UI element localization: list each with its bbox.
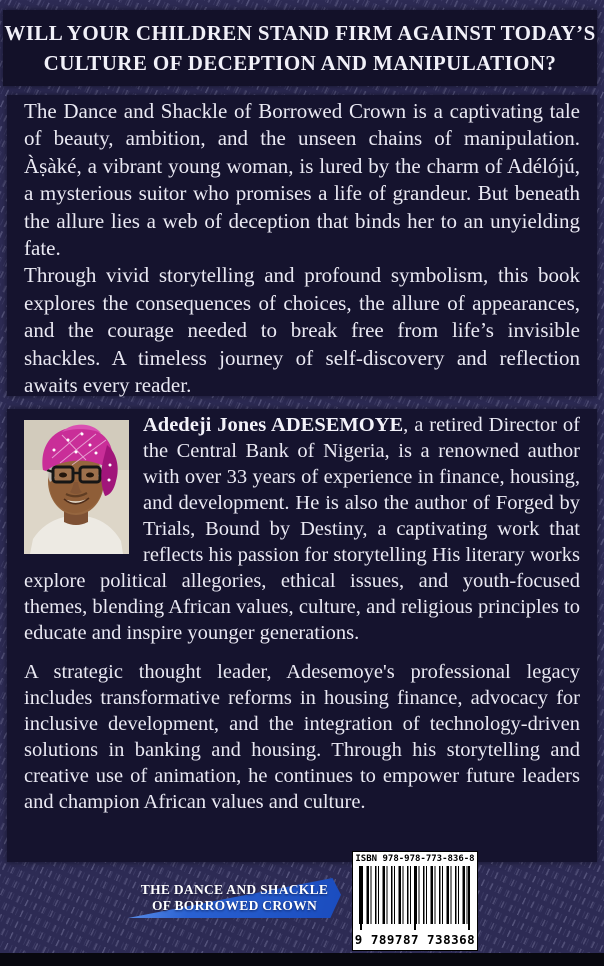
headline-line-1: WILL YOUR CHILDREN STAND FIRM AGAINST TODAY’S (4, 21, 596, 45)
banner-title-line-2: OF BORROWED CROWN (151, 898, 318, 913)
barcode-guard-left (360, 866, 362, 930)
synopsis-paragraph-2: Through vivid storytelling and profound symbolism, this book explores the consequences of choices, the allure of appearances, and the courage needed to break free from life’s invisible shackles. A timeless journey of self-discovery and reflection awaits every reader. (24, 263, 580, 398)
title-banner (128, 878, 341, 918)
author-portrait-illustration (24, 420, 129, 554)
author-bio-text: , a retired Director of the Central Bank of Nigeria, is a renowned author with over 33 years of experience in finance, housing, and development. He is also the author of Forged by Trials, Bound by Destiny, a captivating work that reflects his passion for storytelling His literary works explore political allegories, ethical issues, and youth-focused themes, blending African values, culture, and religious principles to educate and inspire younger generations. (24, 414, 580, 644)
synopsis-panel (7, 95, 597, 396)
author-name: Adedeji Jones ADESEMOYE (143, 414, 404, 436)
bottom-edge-bar (0, 953, 604, 966)
isbn-digits: 9 789787 738368 (354, 932, 476, 947)
author-photo (24, 420, 129, 554)
author-legacy-paragraph: A strategic thought leader, Adesemoye's professional legacy includes transformative reforms in housing finance, advocacy for inclusive development, and the integration of technology-driven solutions in banking and housing. Through his storytelling and creative use of animation, he continues to empower future leaders and champion African values and culture. (24, 661, 580, 813)
isbn-barcode-box (352, 851, 478, 951)
banner-title-line-1: THE DANCE AND SHACKLE (140, 882, 329, 897)
synopsis-paragraph-1: The Dance and Shackle of Borrowed Crown is a captivating tale of beauty, ambition, and the unseen chains of manipulation. Àṣàké, a vibrant young woman, is lured by the charm of Adélójú, a mysterious suitor who promises a life of grandeur. But beneath the allure lies a web of deception that binds her to an unyielding fate. (24, 99, 580, 261)
isbn-label: ISBN 978-978-773-836-8 (355, 854, 475, 864)
barcode-bars (359, 866, 471, 924)
barcode-guard-right (468, 866, 470, 930)
headline-panel (3, 10, 597, 86)
headline-line-2: CULTURE OF DECEPTION AND MANIPULATION? (43, 51, 557, 75)
author-bio-panel (7, 409, 597, 862)
barcode-guard-middle (414, 866, 416, 930)
